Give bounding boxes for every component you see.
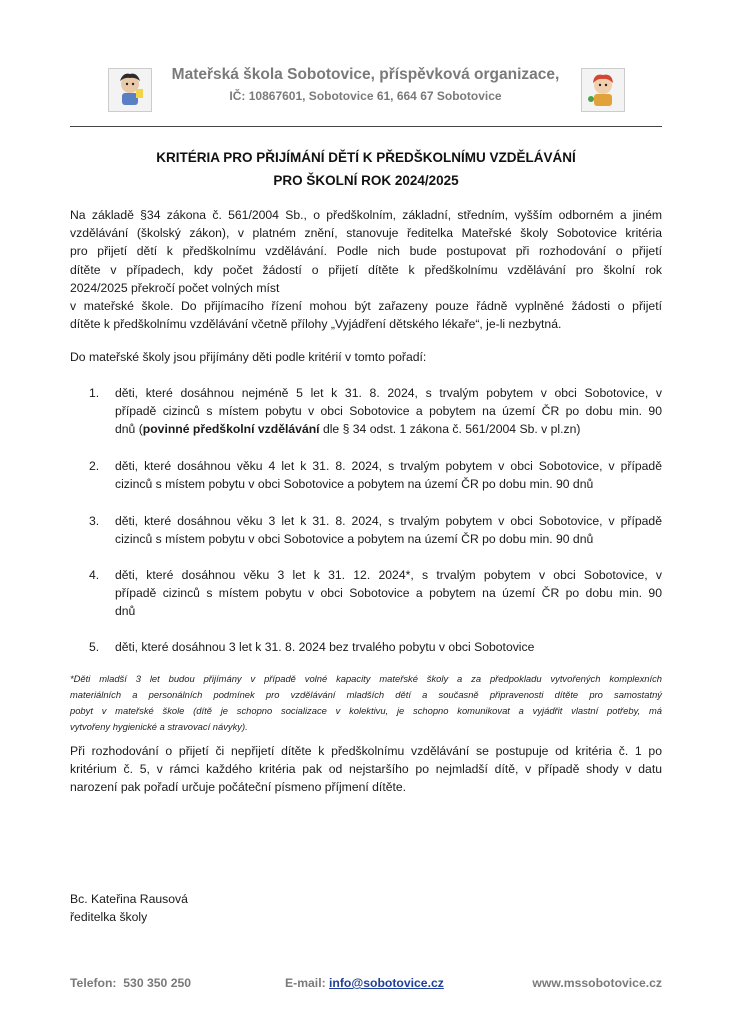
- criterion-number: 4.: [89, 568, 100, 582]
- criterion-line: děti, které dosáhnou 3 let k 31. 8. 2024 bez trvalého pobytu v obci Sobotovice: [115, 640, 535, 654]
- criterion-number: 1.: [89, 386, 100, 400]
- criterion-line: děti, které dosáhnou nejméně 5 let k 31. 8. 2024, s trvalým pobytem v obci Sobotovice, v: [115, 386, 662, 400]
- intro-line: vzdělávání (školský zákon), v platném znění, stanovuje ředitelka Mateřské školy Sobotovice kritéria: [70, 226, 662, 241]
- criterion-line: cizinců s místem pobytu v obci Sobotovice a pobytem na území ČR po dobu min. 90 dnů: [115, 532, 594, 547]
- school-id-address: IČ: 10867601, Sobotovice 61, 664 67 Sobotovice: [229, 89, 502, 103]
- criterion-line: [115, 420, 662, 438]
- closing-line: Při rozhodování o přijetí či nepřijetí dítěte k předškolnímu vzdělávání se postupuje od kritéria č. 1 po: [70, 744, 662, 758]
- intro-line: v mateřské škole. Do přijímacího řízení mohou být zařazeny pouze řádně vyplněné žádosti o přijetí: [70, 299, 662, 314]
- signatory-role: ředitelka školy: [70, 910, 148, 924]
- criterion-1: [89, 384, 662, 440]
- criterion-line: dnů: [115, 604, 136, 619]
- phone-label: Telefon:: [70, 976, 117, 990]
- footnote-line: materiálních a personálních podmínek pro vzdělávání mladších dětí a současně připravenosti dítěte pro samostatný: [70, 689, 662, 700]
- criterion-5: [89, 638, 662, 658]
- criterion-line: případě cizinců s místem pobytu v obci Sobotovice a pobytem na území ČR po dobu min. 90: [115, 404, 662, 419]
- criteria-lead: Do mateřské školy jsou přijímány děti podle kritérií v tomto pořadí:: [70, 350, 427, 364]
- criterion-number: 2.: [89, 459, 100, 473]
- document-subtitle: PRO ŠKOLNÍ ROK 2024/2025: [273, 173, 459, 188]
- closing-line: narození pak pořadí určuje počáteční písmeno příjmení dítěte.: [70, 780, 407, 795]
- email-contact: [285, 976, 444, 990]
- intro-line: dítěte k předškolnímu vzdělávání včetně přílohy „Vyjádření dětského lékaře“, je-li nezbytná.: [70, 317, 562, 332]
- criterion-line: děti, které dosáhnou věku 3 let k 31. 8. 2024, s trvalým pobytem v obci Sobotovice, v případě: [115, 514, 662, 528]
- criterion-line: cizinců s místem pobytu v obci Sobotovice a pobytem na území ČR po dobu min. 90 dnů: [115, 477, 594, 492]
- contact-footer: [70, 976, 662, 994]
- email-label: E-mail:: [285, 976, 326, 990]
- criterion-text: dnů (: [115, 422, 143, 437]
- closing-line: kritérium č. 5, v rámci každého kritéria pak od nejstaršího po nejmladší dítě, v případě shody v datu: [70, 762, 662, 777]
- criterion-2: [89, 457, 662, 495]
- website-link[interactable]: www.mssobotovice.cz: [532, 976, 662, 990]
- footnote-line: vytvořeny hygienické a stravovací návyky).: [70, 721, 248, 732]
- criterion-number: 3.: [89, 514, 100, 528]
- signatory-name: Bc. Kateřina Rausová: [70, 892, 188, 906]
- email-link[interactable]: info@sobotovice.cz: [329, 976, 444, 990]
- mandatory-education-emphasis: povinné předškolní vzdělávání: [142, 422, 320, 437]
- footnote: [70, 671, 662, 735]
- criterion-line: případě cizinců s místem pobytu v obci Sobotovice a pobytem na území ČR po dobu min. 90: [115, 586, 662, 601]
- criterion-number: 5.: [89, 640, 100, 654]
- phone-number: 530 350 250: [123, 976, 192, 990]
- document-title: KRITÉRIA PRO PŘIJÍMÁNÍ DĚTÍ K PŘEDŠKOLNÍMU VZDĚLÁVÁNÍ: [156, 150, 576, 165]
- footnote-line: *Děti mladší 3 let budou přijímány v případě volné kapacity mateřské školy a za předpokladu vytvořených komplexních: [70, 673, 662, 684]
- criterion-line: děti, které dosáhnou věku 4 let k 31. 8. 2024, s trvalým pobytem v obci Sobotovice, v případě: [115, 459, 662, 473]
- intro-line: Na základě §34 zákona č. 561/2004 Sb., o předškolním, základní, středním, vyšším odborném a jiném: [70, 208, 662, 222]
- school-logo-right: [581, 68, 625, 112]
- criterion-text: dle § 34 odst. 1 zákona č. 561/2004 Sb. v pl.zn): [319, 422, 581, 437]
- footnote-line: pobyt v mateřské škole (dítě je schopno socializace v kolektivu, je schopno komunikovat a vyjádřit vlastní potřeby, má: [70, 705, 662, 716]
- school-name: Mateřská škola Sobotovice, příspěvková organizace,: [171, 66, 560, 83]
- letterhead: [0, 62, 731, 118]
- intro-line: pro přijetí dětí k předškolnímu vzdělávání. Podle nich bude postupovat při rozhodování o přijetí: [70, 244, 662, 259]
- intro-line: 2024/2025 překročí počet volných míst: [70, 280, 280, 295]
- criterion-4: [89, 566, 662, 622]
- intro-paragraph: [70, 206, 662, 333]
- school-logo-left: [108, 68, 152, 112]
- phone-contact: [70, 976, 191, 990]
- intro-line: dítěte v případech, kdy počet žádostí o přijetí dítěte k předškolnímu vzdělávání pro školní rok: [70, 262, 662, 277]
- criterion-line: děti, které dosáhnou věku 3 let k 31. 12. 2024*, s trvalým pobytem v obci Sobotovice, v: [115, 568, 662, 582]
- criterion-3: [89, 512, 662, 550]
- closing-paragraph: [70, 742, 662, 797]
- header-divider: [70, 126, 662, 127]
